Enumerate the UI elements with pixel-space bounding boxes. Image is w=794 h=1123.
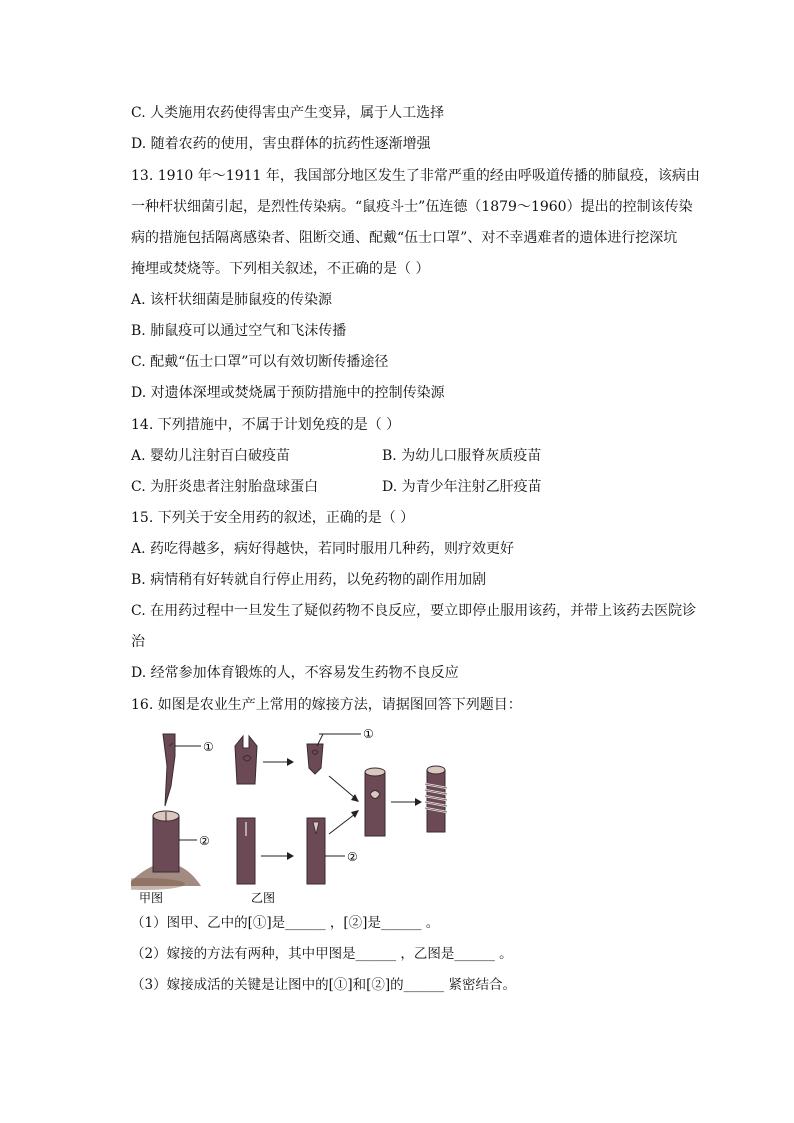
yi-bound (425, 766, 447, 832)
q13-option-d: D. 对遗体深埋或焚烧属于预防措施中的控制传染源 (131, 385, 445, 401)
q15-option-b: B. 病情稍有好转就自行停止用药，以免药物的副作用加剧 (131, 572, 487, 588)
yi-combined (365, 768, 385, 836)
label-jia: 甲图 (139, 891, 164, 905)
jia-mark-1: ① (203, 740, 214, 754)
q12-option-d: D. 随着农药的使用，害虫群体的抗药性逐渐增强 (131, 136, 431, 152)
q16-sub2: （2）嫁接的方法有两种，其中甲图是______ ，乙图是______ 。 (131, 946, 513, 962)
q15-option-c-line2: 治 (131, 634, 145, 650)
q15-stem: 15. 下列关于安全用药的叙述，正确的是（ ） (131, 510, 415, 526)
yi-mark-2: ② (347, 850, 358, 864)
jia-mark-2: ② (199, 834, 210, 848)
yi-bud (307, 744, 323, 774)
q16-sub1: （1）图甲、乙中的[①]是______ ，[②]是______ 。 (131, 915, 440, 931)
jia-scion (163, 734, 175, 806)
label-yi: 乙图 (251, 891, 276, 905)
q14-option-b: B. 为幼儿口服脊灰质疫苗 (382, 448, 542, 464)
grafting-figure (131, 726, 451, 906)
q13-option-a: A. 该杆状细菌是肺鼠疫的传染源 (131, 292, 333, 308)
q13-option-b: B. 肺鼠疫可以通过空气和飞沫传播 (131, 323, 347, 339)
q14-option-d: D. 为青少年注射乙肝疫苗 (382, 479, 542, 495)
q14-stem: 14. 下列措施中，不属于计划免疫的是（ ） (131, 417, 401, 433)
q13-stem-line2: 一种杆状细菌引起，是烈性传染病。“鼠疫斗士”伍连德（1879～1960）提出的控制该传染 (131, 199, 693, 215)
yi-branch (235, 736, 257, 784)
q13-stem-line1: 13. 1910 年～1911 年，我国部分地区发生了非常严重的经由呼吸道传播的肺鼠疫，该病由 (131, 168, 700, 184)
q12-option-c: C. 人类施用农药使得害虫产生变异，属于人工选择 (131, 105, 445, 121)
yi-stock (237, 818, 255, 884)
q16-sub3: （3）嫁接成活的关键是让图中的[①]和[②]的______ 紧密结合。 (131, 977, 516, 993)
jia-rootstock (131, 811, 201, 890)
yi-cut-stock (307, 818, 325, 884)
q13-stem-line3: 病的措施包括隔离感染者、阻断交通、配戴“伍士口罩”、对不幸遇难者的遗体进行挖深坑 (131, 230, 678, 246)
q14-option-c: C. 为肝炎患者注射胎盘球蛋白 (131, 479, 319, 495)
yi-mark-1: ① (363, 727, 374, 741)
q14-option-a: A. 婴幼儿注射百白破疫苗 (131, 448, 291, 464)
q16-stem: 16. 如图是农业生产上常用的嫁接方法，请据图回答下列题目： (131, 697, 522, 713)
q15-option-a: A. 药吃得越多，病好得越快，若同时服用几种药，则疗效更好 (131, 541, 515, 557)
q13-stem-line4: 掩埋或焚烧等。下列相关叙述，不正确的是（ ） (131, 261, 430, 277)
q13-option-c: C. 配戴“伍士口罩”可以有效切断传播途径 (131, 354, 389, 370)
q15-option-d: D. 经常参加体育锻炼的人，不容易发生药物不良反应 (131, 665, 459, 681)
q15-option-c-line1: C. 在用药过程中一旦发生了疑似药物不良反应，要立即停止服用该药，并带上该药去医院诊 (131, 603, 697, 619)
